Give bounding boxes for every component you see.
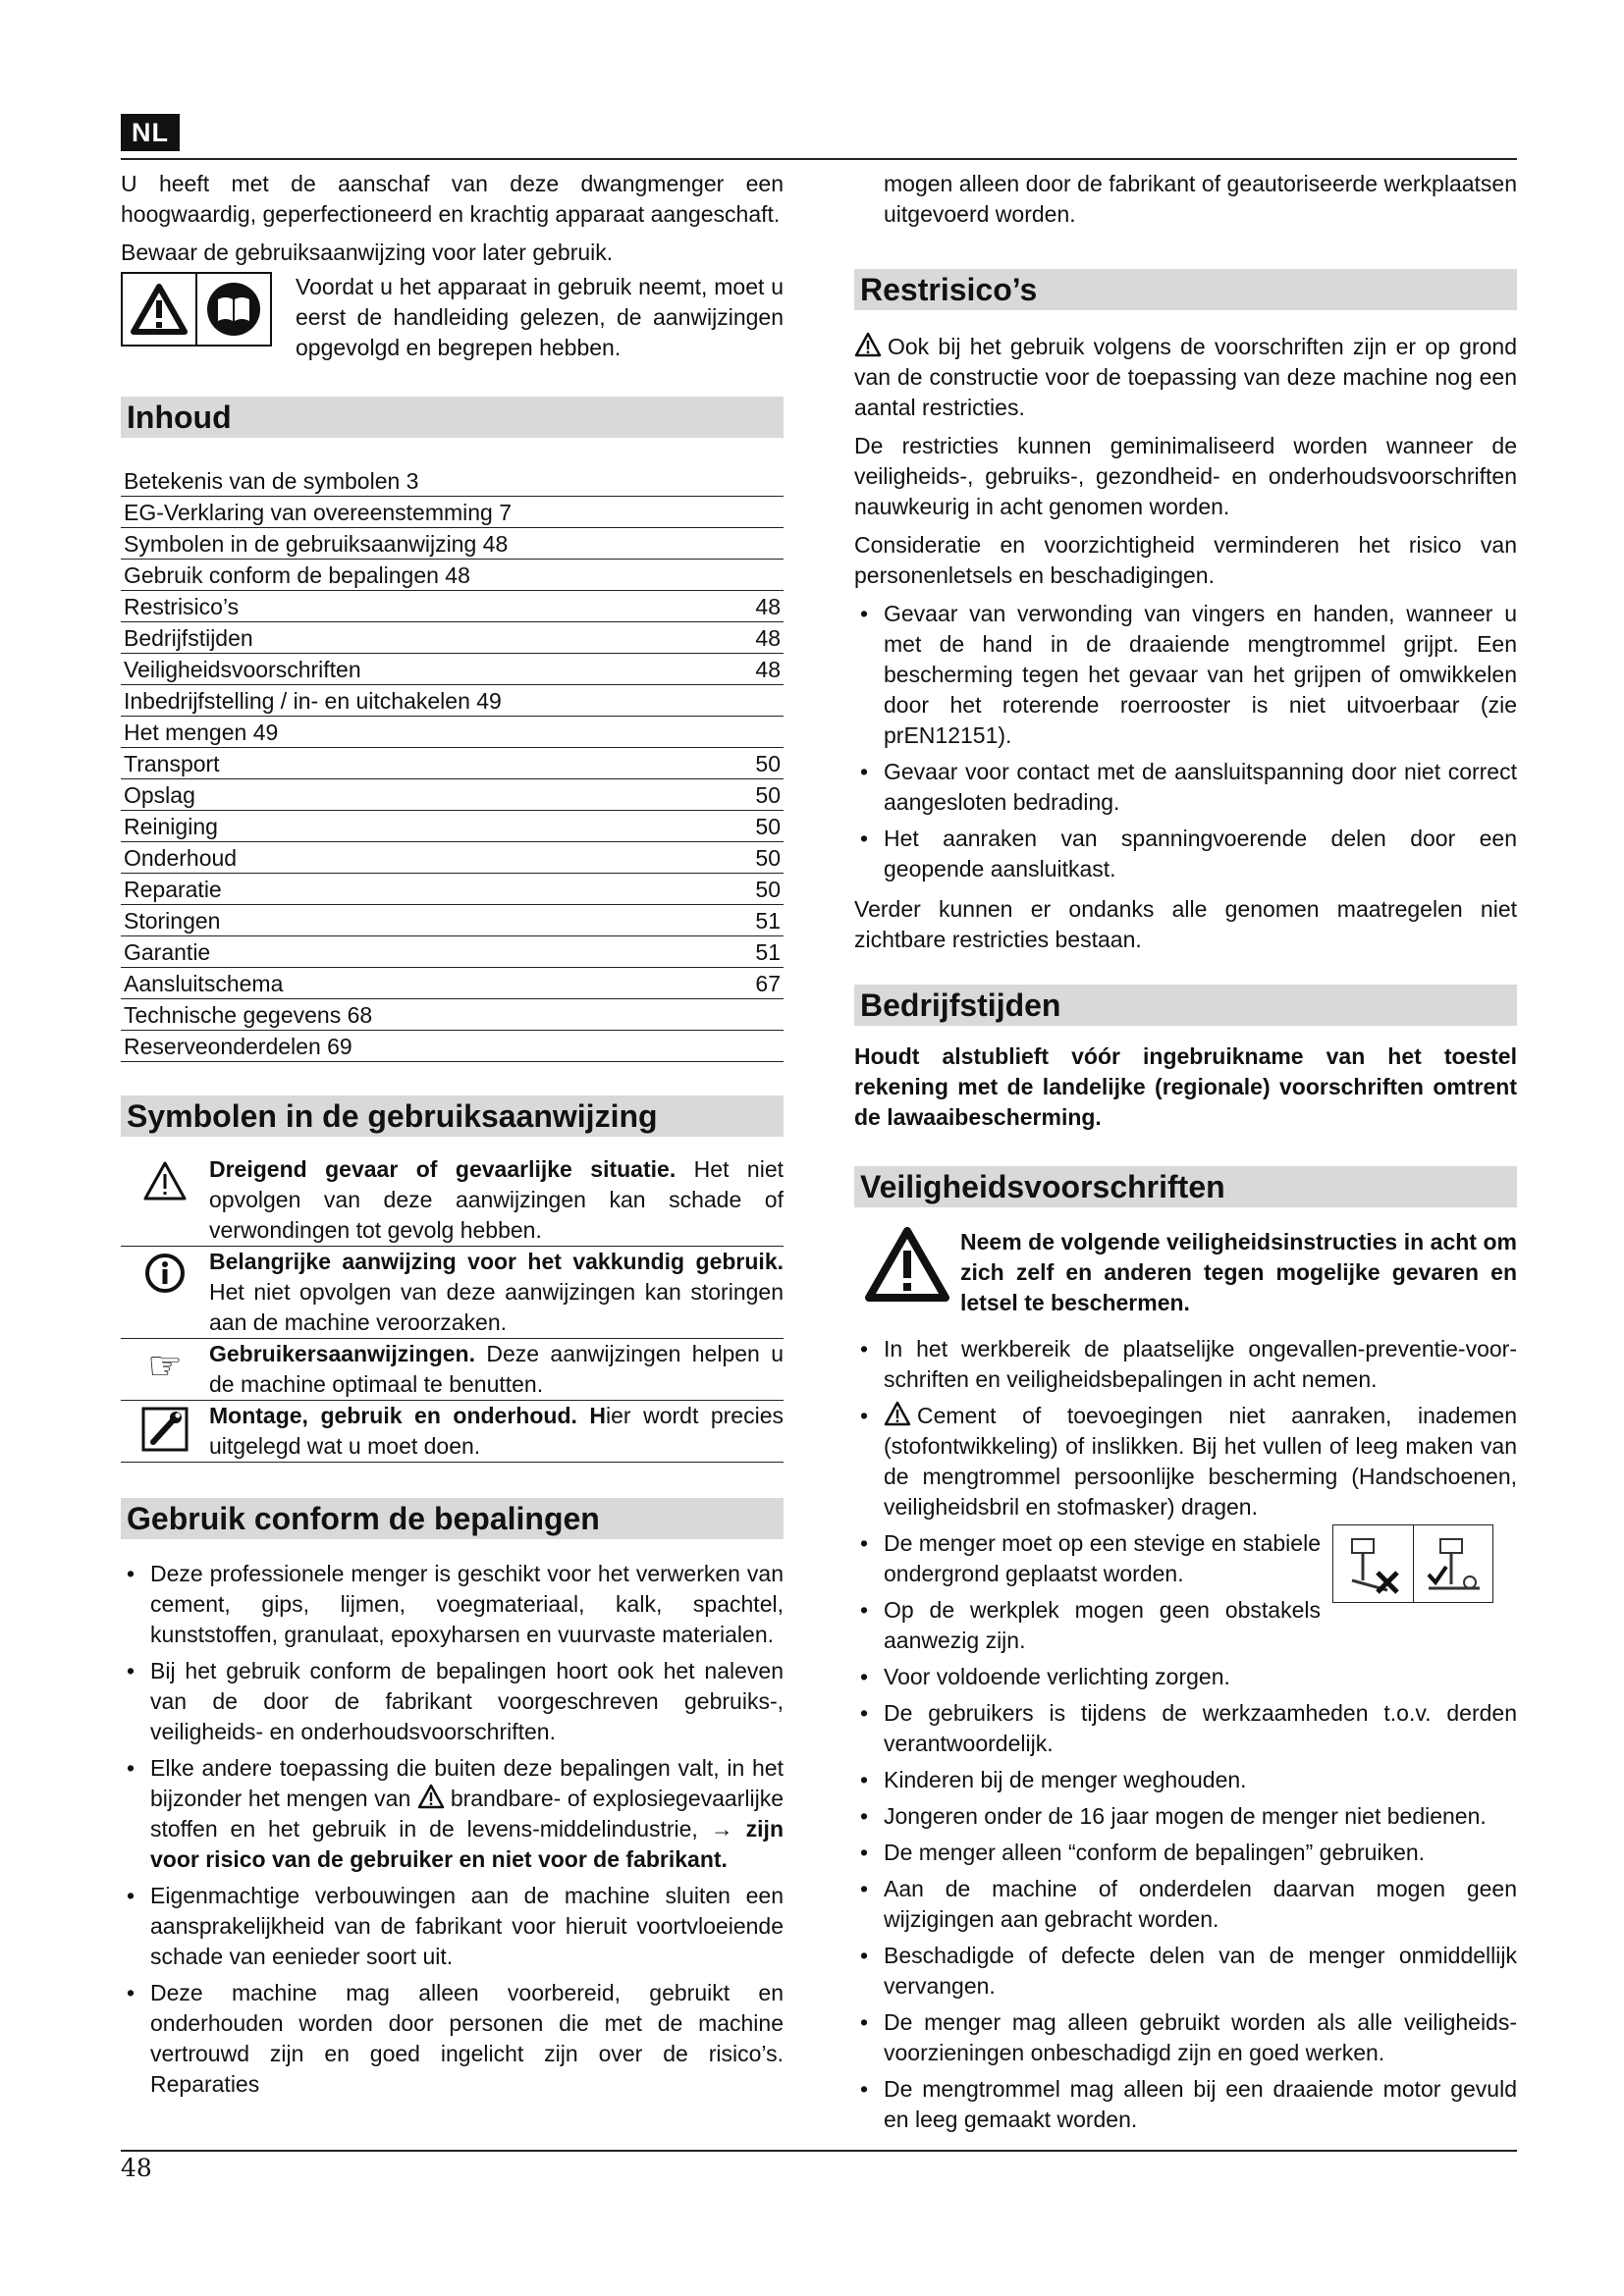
toc-label: Onderhoud	[124, 845, 238, 871]
safety-list-wrap	[854, 1334, 1517, 2135]
list-item: • Aan de machine of onderdelen daarvan mogen geen wijzigingen aan gebracht worden.	[854, 1874, 1517, 1935]
header-rule	[121, 158, 1517, 160]
intro-paragraph-1: U heeft met de aanschaf van deze dwangmenger een hoogwaardig, geperfectioneerd en krachtig apparaat aangeschaft.	[121, 171, 784, 227]
restrisico-paragraph-3: Consideratie en voorzichtigheid verminderen het risico van personenletsels en beschadigingen.	[854, 532, 1517, 588]
toc-label: Technische gegevens 68	[124, 1002, 373, 1028]
toc-row	[121, 497, 784, 528]
toc-row	[121, 779, 784, 811]
toc-label: Symbolen in de gebruiksaanwijzing 48	[124, 531, 509, 557]
conform-heading: Gebruik conform de bepalingen	[121, 1498, 784, 1539]
list-item: • Bij het gebruik conform de bepalingen hoort ook het naleven van de door de fabrikant voorgeschreven gebruiks-, veiligheids- en onderhoudsvoorschriften.	[121, 1656, 784, 1747]
read-manual-icon	[195, 274, 270, 345]
toc-page	[741, 999, 781, 1030]
footer-rule	[121, 2150, 1517, 2152]
symbol-row-info	[121, 1247, 784, 1339]
toc-page	[741, 497, 781, 527]
safety-notice	[854, 1227, 1517, 1318]
toc-heading: Inhoud	[121, 397, 784, 438]
toc-label: Gebruik conform de bepalingen 48	[124, 562, 470, 588]
stable-ground-pictogram	[1332, 1524, 1493, 1603]
list-item: • Op de werkplek mogen geen obstakels aanwezig zijn.	[854, 1595, 1517, 1656]
symbol-text-tip: Gebruikersaanwijzingen. Deze aanwijzingen helpen u de machine optimaal te benutten.	[209, 1341, 784, 1397]
toc-label: Opslag	[124, 782, 195, 808]
symbol-row-tip	[121, 1339, 784, 1401]
warning-icon	[417, 1784, 445, 1809]
toc-row	[121, 560, 784, 591]
symbol-row-danger	[121, 1154, 784, 1247]
toc-page	[741, 528, 781, 559]
list-item: • Kinderen bij de menger weghouden.	[854, 1765, 1517, 1795]
toc-row	[121, 528, 784, 560]
list-item: • De menger mag alleen gebruikt worden als alle veiligheids-voorzieningen onbeschadigd zijn en goed werken.	[854, 2007, 1517, 2068]
conform-continuation: mogen alleen door de fabrikant of geautoriseerde werkplaatsen uitgevoerd worden.	[884, 171, 1517, 227]
toc-page	[741, 1031, 781, 1061]
toc-row	[121, 874, 784, 905]
toc-page: 48	[755, 657, 781, 682]
page-number: 48	[121, 2154, 152, 2182]
toc-page	[741, 465, 781, 496]
veiligheid-heading: Veiligheidsvoorschriften	[854, 1166, 1517, 1207]
wrench-icon	[121, 1401, 209, 1462]
toc-row	[121, 465, 784, 497]
left-column	[121, 169, 784, 2106]
toc-page: 67	[755, 971, 781, 996]
toc-page	[741, 717, 781, 747]
restrisico-list	[854, 599, 1517, 884]
toc-row	[121, 905, 784, 936]
restrisico-paragraph-1: Ook bij het gebruik volgens de voorschriften zijn er op grond van de constructie voor de toepassing van deze machine nog een aantal restricties.	[854, 334, 1517, 420]
list-item: • De menger alleen “conform de bepalingen” gebruiken.	[854, 1838, 1517, 1868]
list-item: • Gevaar voor contact met de aansluitspanning door niet correct aangesloten bedrading.	[854, 757, 1517, 818]
toc-row	[121, 842, 784, 874]
toc-label: Aansluitschema	[124, 971, 284, 996]
restrisico-paragraph-4: Verder kunnen er ondanks alle genomen maatregelen niet zichtbare restricties bestaan.	[854, 896, 1517, 952]
list-item: • Jongeren onder de 16 jaar mogen de menger niet bedienen.	[854, 1801, 1517, 1832]
warning-icon	[854, 332, 882, 357]
toc-page: 48	[755, 594, 781, 619]
toc-row	[121, 968, 784, 999]
toc-row	[121, 685, 784, 717]
toc-row	[121, 811, 784, 842]
list-item: • Eigenmachtige verbouwingen aan de machine sluiten een aansprakelijkheid van de fabrikant voor hieruit voortvloeiende schade van eenieder soort uit.	[121, 1881, 784, 1972]
toc-row	[121, 1031, 784, 1062]
list-item: • Deze machine mag alleen voorbereid, gebruikt en onderhouden worden door personen die met de machine vertrouwd zijn en goed ingelicht zijn over de risico’s. Reparaties	[121, 1978, 784, 2100]
toc-row	[121, 936, 784, 968]
right-column	[854, 169, 1517, 2141]
list-item: • De mengtrommel mag alleen bij een draaiende motor gevuld en leeg gemaakt worden.	[854, 2074, 1517, 2135]
toc-label: Restrisico’s	[124, 594, 240, 619]
symbols-table	[121, 1154, 784, 1463]
toc-page: 50	[755, 782, 781, 808]
toc-label: Reiniging	[124, 814, 218, 839]
toc-label: Het mengen 49	[124, 720, 279, 745]
toc-label: Transport	[124, 751, 220, 776]
list-item: • Elke andere toepassing die buiten deze bepalingen valt, in het bijzonder het mengen van brandbare- of explosiegevaarlijke stoffen en het gebruik in de levens-middelindustrie, → zijn voor risico van de gebruiker en niet voor de fabrikant.	[121, 1753, 784, 1875]
list-item: • De gebruikers is tijdens de werkzaamheden t.o.v. derden verantwoordelijk.	[854, 1698, 1517, 1759]
intro-paragraph-2: Bewaar de gebruiksaanwijzing voor later gebruik.	[121, 240, 614, 265]
table-of-contents	[121, 465, 784, 1062]
list-item: • Gevaar van verwonding van vingers en handen, wanneer u met de hand in de draaiende mengtrommel grijpt. Een bescherming tegen het gevaar van het grijpen of omwikkelen door het roterende roerrooster is niet uitvoerbaar (zie prEN12151).	[854, 599, 1517, 751]
restrisico-heading: Restrisico’s	[854, 269, 1517, 310]
toc-label: Bedrijfstijden	[124, 625, 253, 651]
list-item: • Voor voldoende verlichting zorgen.	[854, 1662, 1517, 1692]
toc-page: 51	[755, 939, 781, 965]
toc-label: Garantie	[124, 939, 211, 965]
symbol-row-wrench	[121, 1401, 784, 1463]
toc-page: 48	[755, 625, 781, 651]
list-item: • Deze professionele menger is geschikt voor het verwerken van cement, gips, lijmen, voegmateriaal, kalk, spachtel, kunststoffen, granulaat, epoxyharsen en vuurvaste materialen.	[121, 1559, 784, 1650]
intro-notice	[121, 272, 784, 371]
info-icon	[121, 1247, 209, 1338]
toc-page: 50	[755, 751, 781, 776]
list-item: • Het aanraken van spanningvoerende delen door een geopende aansluitkast.	[854, 824, 1517, 884]
conform-list	[121, 1559, 784, 2100]
bedrijfstijden-heading: Bedrijfstijden	[854, 985, 1517, 1026]
toc-page	[741, 685, 781, 716]
stable-ground-icon	[1413, 1525, 1493, 1602]
list-item: • Cement of toevoegingen niet aanraken, inademen (stofontwikkeling) of inslikken. Bij het vullen of leeg maken van de mengtrommel persoonlijke bescherming (Handschoenen, veiligheidsbril en stofmasker) dragen.	[854, 1401, 1517, 1522]
toc-label: Inbedrijfstelling / in- en uitchakelen 49	[124, 688, 502, 714]
intro-paragraph-3: Voordat u het apparaat in gebruik neemt, moet u eerst de handleiding gelezen, de aanwijzingen opgevolgd en begrepen hebben.	[296, 274, 784, 360]
restrisico-paragraph-2: De restricties kunnen geminimaliseerd worden wanneer de veiligheids-, gebruiks-, gezondheid- en onderhoudsvoorschriften nauwkeurig in acht genomen worden.	[854, 433, 1517, 519]
warning-icon	[121, 1154, 209, 1246]
toc-row	[121, 591, 784, 622]
toc-page: 50	[755, 877, 781, 902]
arrow-icon: →	[710, 1816, 733, 1842]
toc-page	[741, 560, 781, 590]
toc-row	[121, 999, 784, 1031]
safety-list	[854, 1334, 1517, 2135]
list-item: • De menger moet op een stevige en stabiele ondergrond geplaatst worden.	[854, 1528, 1517, 1589]
toc-label: Storingen	[124, 908, 221, 934]
symbols-heading: Symbolen in de gebruiksaanwijzing	[121, 1095, 784, 1137]
intro-icon-box	[121, 272, 272, 347]
toc-row	[121, 748, 784, 779]
warning-triangle-icon	[123, 274, 195, 345]
toc-page: 50	[755, 814, 781, 839]
toc-label: Reserveonderdelen 69	[124, 1034, 352, 1059]
pointing-hand-icon: ☞	[147, 1345, 183, 1388]
list-item: • In het werkbereik de plaatselijke ongevallen-preventie-voor-schriften en veiligheidsbepalingen in acht nemen.	[854, 1334, 1517, 1395]
toc-page: 51	[755, 908, 781, 934]
symbol-text-danger: Dreigend gevaar of gevaarlijke situatie. Het niet opvolgen van deze aanwijzingen kan schade of verwondingen tot gevolg hebben.	[209, 1156, 785, 1243]
toc-label: Betekenis van de symbolen 3	[124, 468, 419, 494]
list-item: • Beschadigde of defecte delen van de menger onmiddellijk vervangen.	[854, 1941, 1517, 2002]
unstable-ground-icon	[1333, 1525, 1413, 1602]
symbol-text-wrench: Montage, gebruik en onderhoud. Hier wordt precies uitgelegd wat u moet doen.	[209, 1403, 784, 1459]
toc-row	[121, 654, 784, 685]
toc-label: EG-Verklaring van overeenstemming 7	[124, 500, 513, 525]
bedrijfstijden-paragraph: Houdt alstublieft vóór ingebruikname van het toestel rekening met de landelijke (regionale) voorschriften omtrent de lawaaibescherming.	[854, 1043, 1517, 1130]
symbol-text-info: Belangrijke aanwijzing voor het vakkundig gebruik. Het niet opvolgen van deze aanwijzingen kan storingen aan de machine veroorzaken.	[209, 1249, 784, 1335]
warning-icon	[854, 1227, 960, 1302]
toc-row	[121, 717, 784, 748]
toc-row	[121, 622, 784, 654]
toc-page: 50	[755, 845, 781, 871]
toc-label: Reparatie	[124, 877, 222, 902]
warning-icon	[884, 1401, 911, 1426]
safety-notice-text: Neem de volgende veiligheidsinstructies in acht om zich zelf en anderen tegen mogelijke gevaren en letsel te beschermen.	[960, 1229, 1517, 1315]
language-badge: NL	[121, 114, 180, 151]
toc-label: Veiligheidsvoorschriften	[124, 657, 361, 682]
